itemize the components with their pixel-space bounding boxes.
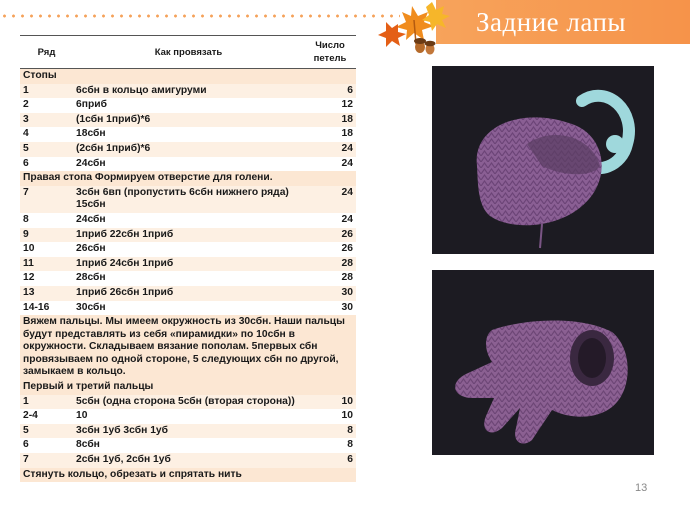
row-instruction: 1приб 24сбн 1приб: [73, 257, 304, 272]
table-row: [20, 286, 356, 301]
section-text: Стопы: [20, 69, 356, 84]
row-instruction: 10: [73, 409, 304, 424]
table-row: [20, 438, 356, 453]
page-number: 13: [635, 482, 648, 494]
row-instruction: 5сбн (одна сторона 5сбн (вторая сторона)): [73, 395, 304, 410]
photo-paw-with-toes: [432, 270, 654, 455]
header-count: Число петель: [313, 40, 347, 64]
table-row: [20, 228, 356, 243]
section-row: [20, 468, 356, 483]
row-number: 6: [20, 157, 73, 172]
row-count: 24: [304, 186, 356, 213]
photo-foot-with-marker: [432, 66, 654, 254]
row-instruction: 1приб 26сбн 1приб: [73, 286, 304, 301]
row-count: 18: [304, 113, 356, 128]
section-row: [20, 69, 356, 84]
table-row: [20, 301, 356, 316]
row-number: 13: [20, 286, 73, 301]
row-number: 1: [20, 84, 73, 99]
table-row: [20, 424, 356, 439]
row-count: 10: [304, 409, 356, 424]
row-instruction: 3сбн 1уб 3сбн 1уб: [73, 424, 304, 439]
row-instruction: 18сбн: [73, 127, 304, 142]
row-count: 18: [304, 127, 356, 142]
row-instruction: 1приб 22сбн 1приб: [73, 228, 304, 243]
section-text: Стянуть кольцо, обрезать и спрятать нить: [20, 468, 356, 483]
row-number: 3: [20, 113, 73, 128]
row-instruction: 24сбн: [73, 213, 304, 228]
table-row: [20, 157, 356, 172]
row-count: 24: [304, 213, 356, 228]
table-row: [20, 186, 356, 213]
row-instruction: 6сбн в кольцо амигуруми: [73, 84, 304, 99]
page-title: Задние лапы: [476, 6, 627, 37]
row-count: 24: [304, 157, 356, 172]
row-count: 12: [304, 98, 356, 113]
row-number: 12: [20, 271, 73, 286]
row-number: 1: [20, 395, 73, 410]
row-instruction: 30сбн: [73, 301, 304, 316]
section-row: [20, 380, 356, 395]
row-instruction: 26сбн: [73, 242, 304, 257]
row-count: 26: [304, 228, 356, 243]
section-text: Вяжем пальцы. Мы имеем окружность из 30сбн. Наши пальцы будут представлять из себя «пирамидки» по 10сбн в окружности. Складываем вязание пополам. 5первых сбн провязываем по одной стороне, 5 следующих сбн по другой, замыкаем в кольцо.: [20, 315, 356, 380]
row-instruction: (1сбн 1приб)*6: [73, 113, 304, 128]
row-instruction: 2сбн 1уб, 2сбн 1уб: [73, 453, 304, 468]
row-number: 14-16: [20, 301, 73, 316]
row-number: 4: [20, 127, 73, 142]
row-instruction: 28сбн: [73, 271, 304, 286]
row-number: 10: [20, 242, 73, 257]
row-number: 11: [20, 257, 73, 272]
table-row: [20, 127, 356, 142]
row-count: 10: [304, 395, 356, 410]
dotted-divider: [0, 14, 400, 18]
row-count: 30: [304, 286, 356, 301]
row-count: 6: [304, 453, 356, 468]
row-count: 24: [304, 142, 356, 157]
row-count: 30: [304, 301, 356, 316]
row-number: 7: [20, 453, 73, 468]
pattern-table: [20, 35, 356, 482]
row-number: 5: [20, 142, 73, 157]
table-row: [20, 409, 356, 424]
section-text: Правая стопа Формируем отверстие для голени.: [20, 171, 356, 186]
header-how: Как провязать: [154, 46, 223, 58]
row-number: 8: [20, 213, 73, 228]
row-count: 28: [304, 271, 356, 286]
table-row: [20, 257, 356, 272]
section-text: Первый и третий пальцы: [20, 380, 356, 395]
table-body: [20, 69, 356, 483]
header-row: Ряд: [37, 46, 56, 58]
table-row: [20, 395, 356, 410]
row-instruction: 8сбн: [73, 438, 304, 453]
table-row: [20, 242, 356, 257]
table-row: [20, 271, 356, 286]
table-row: [20, 453, 356, 468]
row-instruction: 3сбн 6вп (пропустить 6сбн нижнего ряда) 15сбн: [73, 186, 304, 213]
row-instruction: (2сбн 1приб)*6: [73, 142, 304, 157]
section-row: [20, 315, 356, 380]
table-row: [20, 84, 356, 99]
row-count: 8: [304, 424, 356, 439]
table-row: [20, 142, 356, 157]
row-instruction: 6приб: [73, 98, 304, 113]
row-number: 9: [20, 228, 73, 243]
row-number: 5: [20, 424, 73, 439]
row-count: 26: [304, 242, 356, 257]
section-row: [20, 171, 356, 186]
table-row: [20, 113, 356, 128]
table-header: [20, 36, 356, 69]
row-count: 6: [304, 84, 356, 99]
table-row: [20, 98, 356, 113]
title-banner: [436, 0, 690, 44]
row-number: 7: [20, 186, 73, 213]
row-count: 8: [304, 438, 356, 453]
table-row: [20, 213, 356, 228]
row-count: 28: [304, 257, 356, 272]
autumn-leaves-icon: [376, 0, 458, 58]
row-number: 2-4: [20, 409, 73, 424]
row-number: 2: [20, 98, 73, 113]
row-instruction: 24сбн: [73, 157, 304, 172]
row-number: 6: [20, 438, 73, 453]
